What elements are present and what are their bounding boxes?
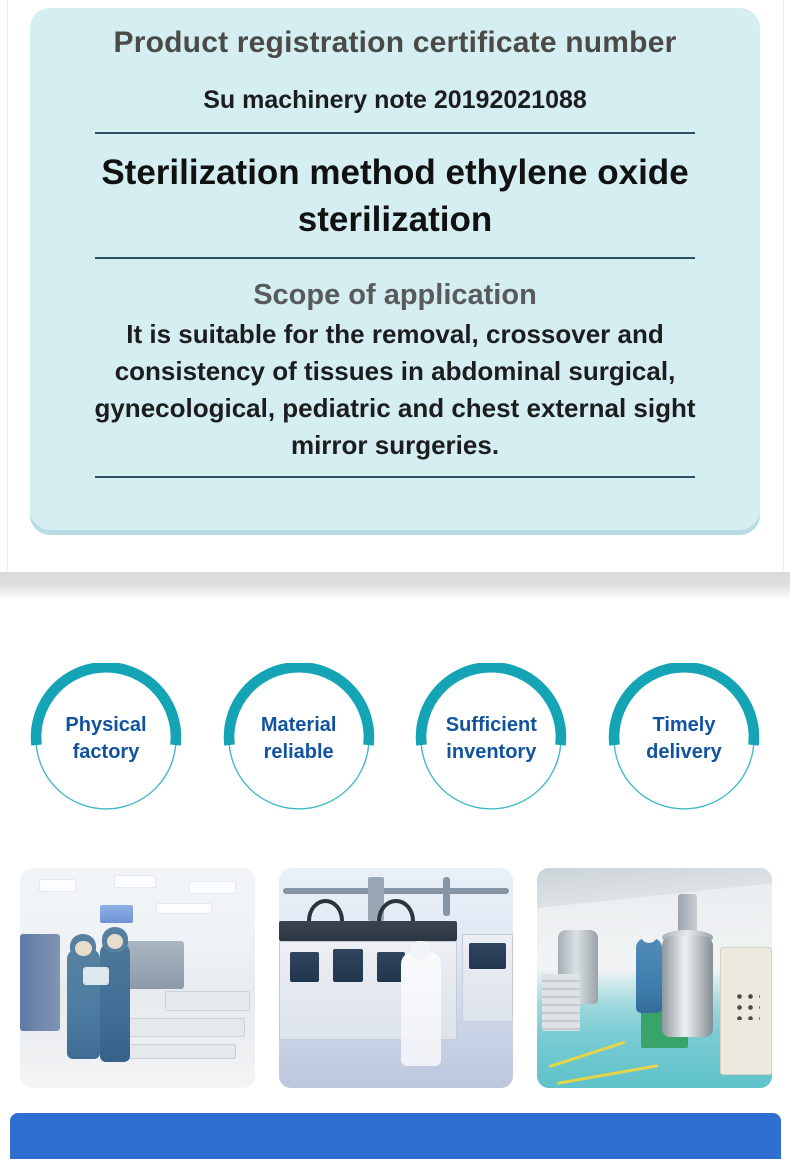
cleanroom-staff-photo	[20, 868, 255, 1088]
panel-buttons-shape	[734, 991, 760, 1020]
worker-figure	[67, 949, 100, 1059]
worker-figure	[100, 943, 131, 1062]
factory-photos-row	[20, 868, 772, 1088]
divider-line	[95, 132, 695, 134]
page-left-edge-line	[7, 0, 8, 570]
production-line-photo	[279, 868, 514, 1088]
badge-sufficient-inventory	[415, 663, 567, 815]
mixing-tank-photo	[537, 868, 772, 1088]
blue-screen-shape	[100, 905, 133, 923]
divider-line	[95, 257, 695, 259]
scope-heading: Scope of application	[253, 279, 537, 312]
scope-text: It is suitable for the removal, crossover and consistency of tissues in abdominal surgical, gynecological, pediatric and chest external sight mirror surgeries.	[94, 319, 696, 460]
floor-line-shape	[548, 1041, 625, 1069]
floor-line-shape	[557, 1064, 659, 1085]
divider-line	[95, 476, 695, 478]
worker-head	[641, 927, 657, 942]
machine-window-shape	[469, 943, 507, 969]
main-tank-shape	[662, 936, 714, 1037]
machine-cabinet-shape	[20, 934, 60, 1031]
ceiling-light-shape	[189, 881, 236, 894]
pipe-shape	[443, 877, 450, 917]
document-shape	[83, 967, 109, 985]
steel-table-shape	[114, 1018, 245, 1038]
stairs-shape	[542, 974, 580, 1031]
ceiling-light-shape	[39, 879, 77, 892]
steel-table-shape	[165, 991, 249, 1011]
badge-physical-factory	[30, 663, 182, 815]
certificate-title: Product registration certificate number	[113, 26, 677, 59]
ceiling-light-shape	[156, 903, 212, 914]
feature-badges-row	[0, 663, 790, 815]
page-right-edge-line	[783, 0, 784, 570]
certificate-card	[30, 8, 760, 530]
worker-figure	[636, 938, 662, 1013]
steel-table-shape	[123, 1044, 236, 1059]
sterilization-heading: Sterilization method ethylene oxide sterilization	[101, 153, 689, 239]
worker-head	[75, 941, 91, 956]
ceiling-light-shape	[114, 875, 156, 888]
badge-label: Physical factory	[65, 714, 147, 763]
badge-material-reliable	[223, 663, 375, 815]
machine-window-shape	[333, 949, 364, 982]
registration-number: Su machinery note 20192021088	[203, 86, 587, 114]
badge-label: Material reliable	[260, 714, 337, 763]
gantry-shape	[279, 921, 457, 941]
pipe-shape	[283, 888, 508, 895]
badge-label: Timely delivery	[646, 714, 722, 763]
tank-motor-shape	[678, 894, 697, 934]
section-divider-band	[0, 572, 790, 600]
console-shape	[123, 941, 184, 989]
cable-shape	[307, 899, 345, 921]
worker-figure	[401, 952, 441, 1066]
next-section-bar	[10, 1113, 781, 1159]
machine-window-shape	[290, 952, 318, 983]
badge-timely-delivery	[608, 663, 760, 815]
badge-label: Sufficient inventory	[445, 714, 537, 763]
ceiling-shape	[537, 868, 772, 908]
